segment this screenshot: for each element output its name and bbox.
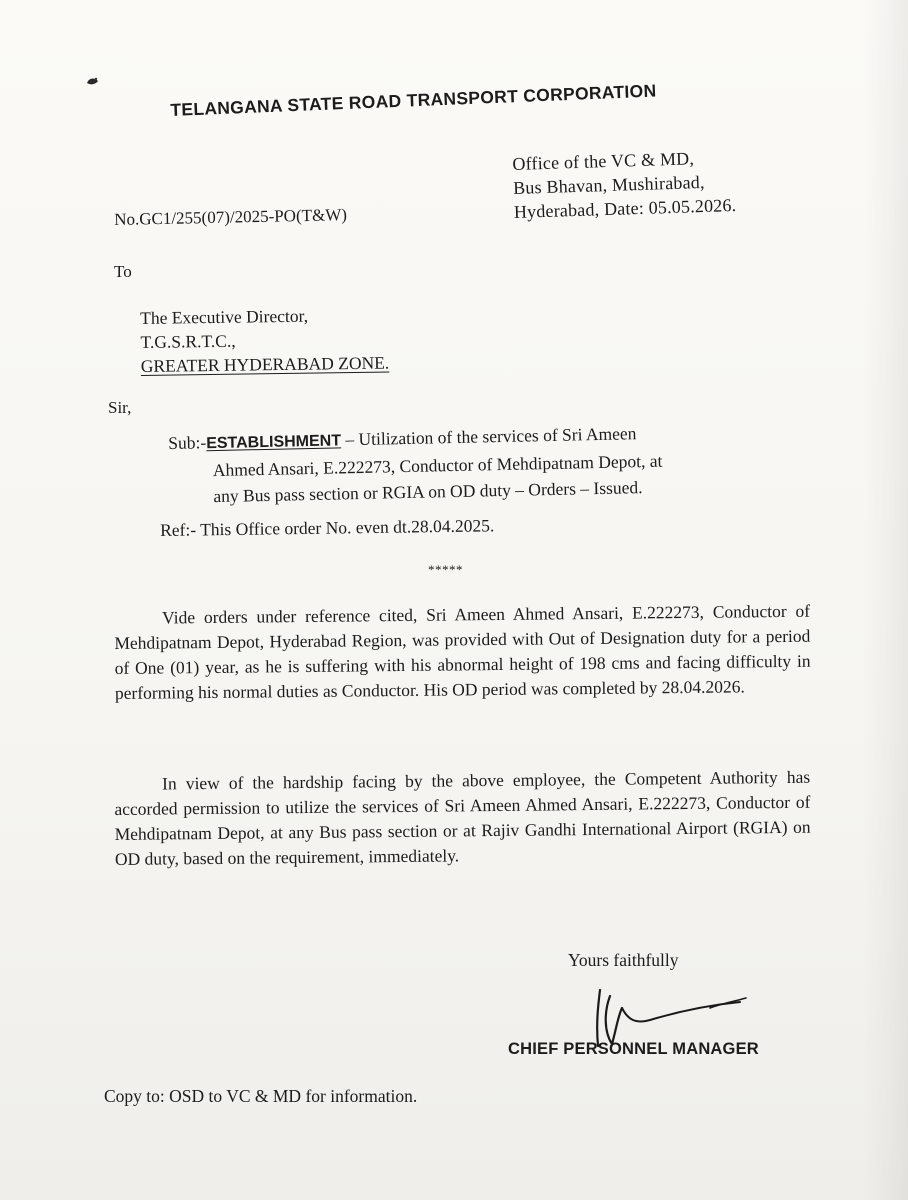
paragraph-text: In view of the hardship facing by the above employee, the Competent Authority has accorded permission to utilize the services of Sri Ameen Ahmed Ansari, E.222273, Conductor of Mehdipatnam Depot, at any Bus pass section or at Rajiv Gandhi International Airport (RGIA) on OD duty, based on the requirement, immediately. (114, 766, 811, 869)
body-paragraph (114, 599, 811, 706)
subject-block (168, 417, 810, 510)
subject-label: Sub:- (168, 432, 207, 453)
separator-stars: ***** (428, 562, 463, 577)
body-paragraph (114, 765, 811, 872)
salutation: Sir, (108, 398, 132, 417)
paper-edge-shadow (862, 0, 908, 1200)
stray-ink-mark (86, 76, 100, 86)
addressee-line: T.G.S.R.T.C., (140, 330, 236, 352)
organization-title: TELANGANA STATE ROAD TRANSPORT CORPORATION (170, 80, 657, 120)
signatory-designation: CHIEF PERSONNEL MANAGER (508, 1040, 759, 1058)
office-date-line: Hyderabad, Date: 05.05.2026. (513, 194, 737, 222)
closing-line: Yours faithfully (568, 950, 679, 970)
office-line: Bus Bhavan, Mushirabad, (512, 171, 705, 198)
subject-line-3: any Bus pass section or RGIA on OD duty – Orders – Issued. (213, 477, 643, 507)
reference-line: Ref:- This Office order No. even dt.28.04.2025. (160, 515, 495, 540)
paragraph-text: Vide orders under reference cited, Sri Ameen Ahmed Ansari, E.222273, Conductor of Mehdipatnam Depot, Hyderabad Region, was provided with Out of Designation duty for a period of One (01) year, as he is suffering with his abnormal height of 198 cms and facing difficulty in performing his normal duties as Conductor. His OD period was completed by 28.04.2026. (114, 600, 811, 703)
reference-number: No.GC1/255(07)/2025-PO(T&W) (114, 205, 348, 229)
subject-heading: ESTABLISHMENT (206, 432, 342, 453)
office-line: Office of the VC & MD, (512, 148, 695, 174)
office-address-block (512, 145, 737, 224)
copy-to-line: Copy to: OSD to VC & MD for information. (104, 1086, 418, 1106)
to-label: To (114, 262, 132, 281)
subject-line-2: Ahmed Ansari, E.222273, Conductor of Mehdipatnam Depot, at (212, 450, 663, 481)
addressee-block (140, 303, 389, 378)
subject-line-1: – Utilization of the services of Sri Ameen (340, 423, 637, 450)
addressee-zone: GREATER HYDERABAD ZONE. (140, 352, 390, 376)
addressee-line: The Executive Director, (140, 305, 309, 328)
